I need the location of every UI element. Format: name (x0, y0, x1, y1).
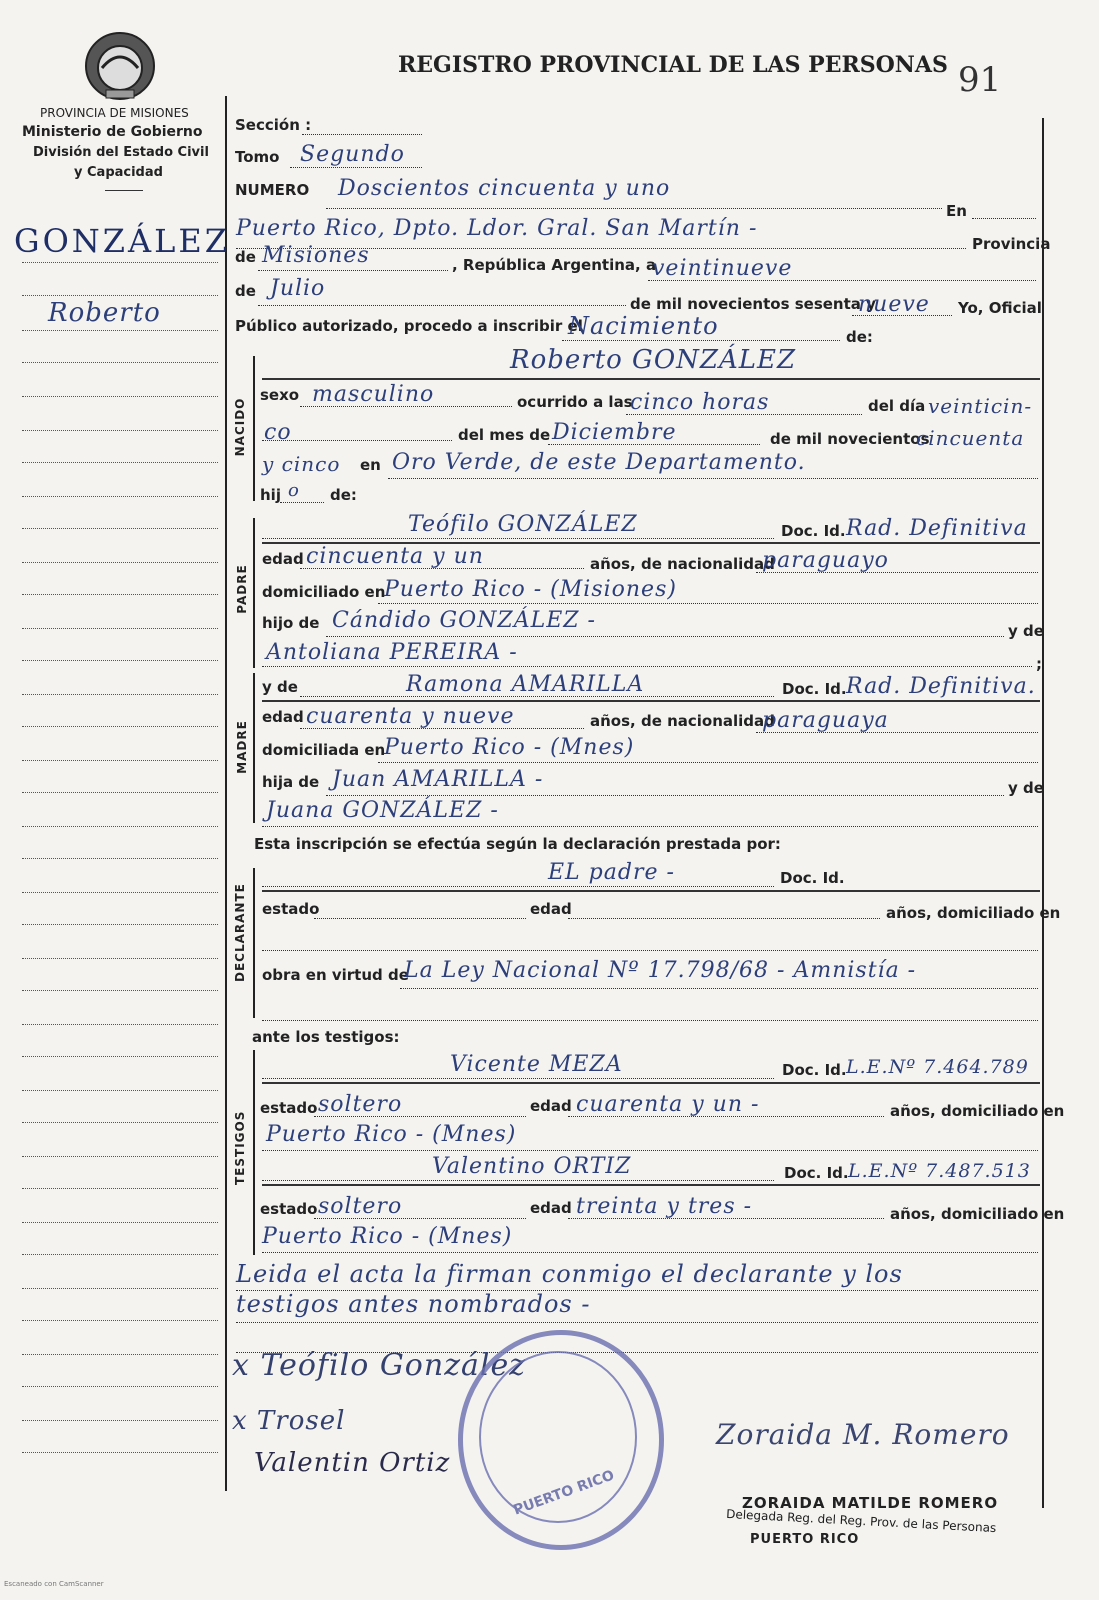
padre-hijo-de-label: hijo de (262, 614, 320, 632)
ministry-label: Ministerio de Gobierno (22, 124, 203, 140)
madre-domicilio-label: domiciliada en (262, 741, 386, 759)
numero-value: Doscientos cincuenta y uno (338, 176, 671, 201)
hij-de-label: de: (330, 486, 357, 504)
seal-text: PUERTO RICO (511, 1467, 617, 1519)
madre-y-de-label-2: y de (1008, 779, 1044, 797)
mes-value: Julio (270, 276, 326, 301)
padre-y-de-label: y de (1008, 622, 1044, 640)
testigo-1-domicilio-value: Puerto Rico - (Mnes) (266, 1122, 517, 1147)
province-label: PROVINCIA DE MISIONES (40, 106, 189, 120)
testigo-1-edad-label: edad (530, 1097, 572, 1115)
padre-padre-value: Cándido GONZÁLEZ - (332, 608, 596, 633)
padre-madre-value: Antoliana PEREIRA - (266, 640, 518, 665)
page-title: REGISTRO PROVINCIAL DE LAS PERSONAS (398, 52, 948, 78)
closing-line-2: testigos antes nombrados - (236, 1290, 591, 1318)
en-label: En (946, 202, 967, 220)
declarante-section-label: DECLARANTE (233, 883, 247, 982)
padre-semicolon: ; (1036, 655, 1042, 673)
obra-label: obra en virtud de (262, 966, 409, 984)
madre-edad-label: edad (262, 708, 304, 726)
de-mil-label: de mil novecientos sesenta y (630, 295, 876, 313)
testigo-1-edad-value: cuarenta y un - (576, 1092, 760, 1117)
testigo-1-doc-value: L.E.Nº 7.464.789 (846, 1056, 1029, 1078)
madre-edad-value: cuarenta y nueve (306, 704, 515, 729)
mes-nac-value: Diciembre (552, 420, 677, 445)
padre-doc-label: Doc. Id. (781, 522, 846, 540)
margin-surname: GONZÁLEZ (14, 222, 230, 260)
sexo-label: sexo (260, 386, 300, 404)
declarante-anos-label: años, domiciliado en (886, 904, 1061, 922)
madre-madre-value: Juana GONZÁLEZ - (266, 798, 499, 823)
de-mil-nov-label: de mil novecientos (770, 430, 930, 448)
dia-nac-2-value: co (264, 420, 292, 445)
official-place: PUERTO RICO (750, 1532, 860, 1547)
nombre-value: Roberto GONZÁLEZ (510, 345, 797, 375)
esta-inscripcion-label: Esta inscripción se efectúa según la declaración prestada por: (254, 835, 781, 853)
padre-doc-value: Rad. Definitiva (846, 516, 1028, 541)
nacido-section-label: NACIDO (233, 397, 247, 457)
testigo-1-estado-value: soltero (318, 1092, 403, 1117)
padre-domicilio-label: domiciliado en (262, 583, 386, 601)
padre-anos-label: años, de nacionalidad (590, 555, 775, 573)
official-name: ZORAIDA MATILDE ROMERO (742, 1494, 999, 1512)
official-seal (458, 1330, 664, 1550)
declarante-doc-label: Doc. Id. (780, 869, 845, 887)
capacity-label: y Capacidad (74, 165, 163, 180)
closing-line-1: Leida el acta la firman conmigo el declarante y los (236, 1260, 903, 1288)
official-role: Delegada Reg. del Reg. Prov. de las Personas (725, 1506, 997, 1536)
republica-label: , República Argentina, a (452, 256, 657, 274)
hora-value: cinco horas (630, 390, 770, 415)
dia-nac-1-value: veinticin- (928, 394, 1033, 418)
testigo-2-nombre-value: Valentino ORTIZ (432, 1154, 632, 1179)
provincia-label: Provincia (972, 235, 1051, 253)
madre-nombre-value: Ramona AMARILLA (406, 672, 645, 697)
testigo-2-doc-label: Doc. Id. (784, 1164, 849, 1182)
testigo-2-estado-value: soltero (318, 1194, 403, 1219)
tomo-value: Segundo (300, 142, 405, 167)
testigo-2-edad-value: treinta y tres - (576, 1194, 753, 1219)
hij-label: hij (260, 486, 281, 504)
sexo-value: masculino (312, 382, 435, 407)
testigo-2-edad-label: edad (530, 1199, 572, 1217)
testigo-1-doc-label: Doc. Id. (782, 1061, 847, 1079)
madre-hija-de-label: hija de (262, 773, 320, 791)
testigos-section-label: TESTIGOS (233, 1110, 247, 1185)
acto-value: Nacimiento (568, 312, 719, 340)
lugar-nac-value: Oro Verde, de este Departamento. (392, 450, 806, 475)
margin-given-name: Roberto (48, 298, 161, 328)
madre-nacionalidad-value: paraguaya (762, 708, 889, 733)
padre-nombre-value: Teófilo GONZÁLEZ (408, 512, 638, 537)
dia-value: veintinueve (652, 256, 793, 281)
signature-witness-1: x Trosel (232, 1406, 346, 1436)
padre-edad-label: edad (262, 550, 304, 568)
padre-edad-value: cincuenta y un (306, 544, 484, 569)
hij-value: o (288, 480, 300, 501)
anio-nac-2-value: y cinco (262, 452, 341, 476)
declarante-edad-label: edad (530, 900, 572, 918)
en-lower-label: en (360, 456, 381, 474)
madre-anos-label: años, de nacionalidad (590, 712, 775, 730)
testigo-1-nombre-value: Vicente MEZA (450, 1052, 623, 1077)
scanner-watermark: Escaneado con CamScanner (4, 1580, 104, 1588)
tomo-label: Tomo (235, 148, 280, 166)
madre-padre-value: Juan AMARILLA - (332, 767, 544, 792)
page-number: 91 (958, 60, 1002, 100)
madre-doc-label: Doc. Id. (782, 680, 847, 698)
testigo-2-anos-label: años, domiciliado en (890, 1205, 1065, 1223)
padre-domicilio-value: Puerto Rico - (Misiones) (384, 577, 677, 602)
obra-value: La Ley Nacional Nº 17.798/68 - Amnistía - (404, 958, 917, 983)
division-label: División del Estado Civil (33, 145, 209, 160)
testigo-1-estado-label: estado (260, 1099, 318, 1117)
signature-witness-2: Valentin Ortiz (254, 1448, 451, 1478)
padre-section-label: PADRE (235, 564, 249, 614)
madre-section-label: MADRE (235, 720, 249, 774)
ocurrido-label: ocurrido a las (517, 393, 633, 411)
testigo-2-domicilio-value: Puerto Rico - (Mnes) (262, 1224, 513, 1249)
madre-doc-value: Rad. Definitiva. (846, 674, 1036, 699)
signature-declarante: x Teófilo González (232, 1348, 527, 1383)
de-label-1: de (235, 248, 256, 266)
del-dia-label: del día (868, 397, 926, 415)
anio-value: nueve (858, 292, 930, 317)
de-colon-label: de: (846, 328, 873, 346)
ante-testigos-label: ante los testigos: (252, 1028, 400, 1046)
provincial-coat-of-arms (80, 26, 160, 102)
anio-nac-1-value: cincuenta (916, 426, 1025, 450)
declarante-nombre-value: EL padre - (548, 860, 675, 885)
testigo-2-doc-value: L.E.Nº 7.487.513 (848, 1160, 1031, 1182)
lugar-value: Puerto Rico, Dpto. Ldor. Gral. San Martín - (236, 216, 758, 241)
de-label-2: de (235, 282, 256, 300)
del-mes-label: del mes de (458, 426, 551, 444)
publico-label: Público autorizado, procedo a inscribir el (235, 317, 583, 335)
padre-nacionalidad-value: paraguayo (762, 548, 889, 573)
numero-label: NUMERO (235, 181, 310, 199)
madre-y-de-label: y de (262, 678, 298, 696)
testigo-2-estado-label: estado (260, 1200, 318, 1218)
testigo-1-anos-label: años, domiciliado en (890, 1102, 1065, 1120)
provincia-value: Misiones (262, 243, 370, 268)
madre-domicilio-value: Puerto Rico - (Mnes) (384, 735, 635, 760)
yo-oficial-label: Yo, Oficial (958, 299, 1042, 317)
declarante-estado-label: estado (262, 900, 320, 918)
signature-official: Zoraida M. Romero (716, 1418, 1010, 1451)
seccion-label: Sección : (235, 116, 312, 134)
